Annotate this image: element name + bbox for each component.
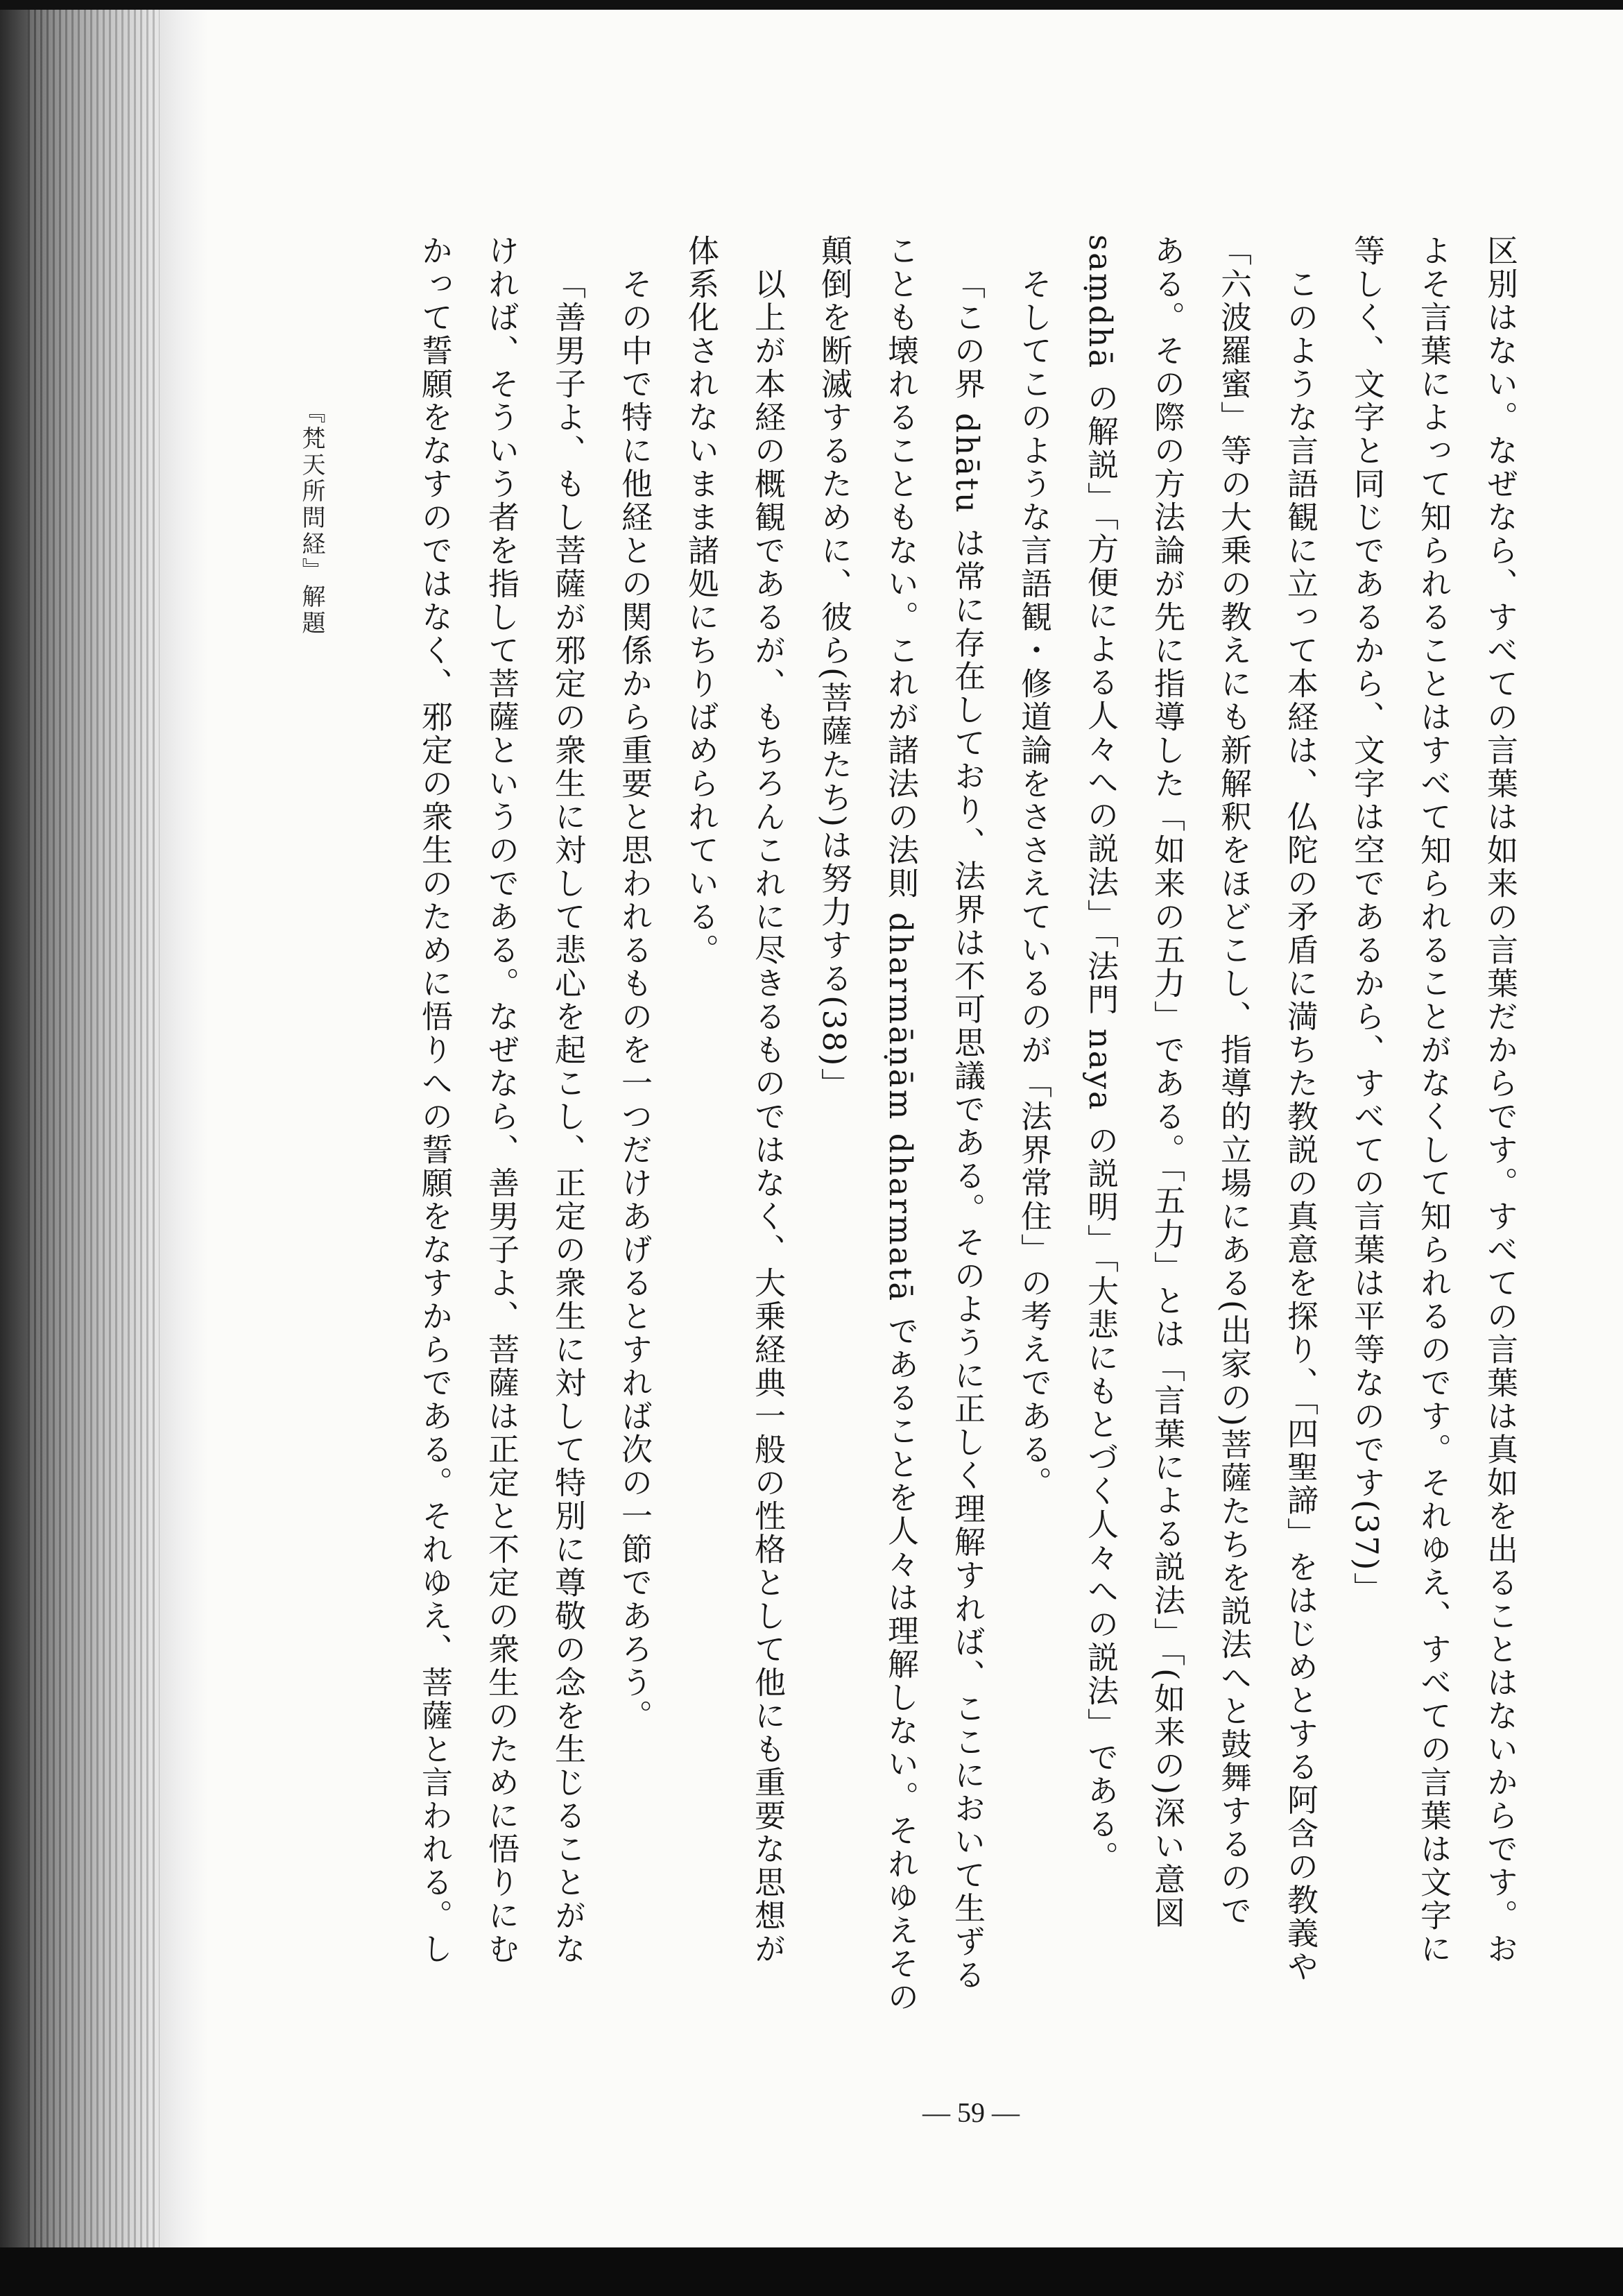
text-line-1: 区別はない。なぜなら、すべての言葉は如来の言葉だからです。すべての言葉は真如を出ることはないからです。お: [1482, 234, 1518, 1966]
text-line-15: 「善男子よ、もし菩薩が邪定の衆生に対して悲心を起こし、正定の衆生に対して特別に尊敬の念を生じることがな: [549, 268, 586, 1966]
body-text: [388, 234, 1533, 2038]
text-line-3: 等しく、文字と同じであるから、文字は空であるから、すべての言葉は平等なのです(37)」: [1348, 234, 1385, 1606]
text-line-17: かって誓願をなすのではなく、邪定の衆生のために悟りへの誓願をなすからである。それゆえ、菩薩と言われる。し: [416, 234, 453, 1966]
running-header: 『梵天所問経』解題: [298, 400, 325, 637]
text-line-6: ある。その際の方法論が先に指導した「如来の五力」である。「五力」とは「言葉による説法」「(如来の)深い意図: [1149, 234, 1185, 1930]
text-line-4: このような言語観に立って本経は、仏陀の矛盾に満ちた教説の真意を探り、「四聖諦」をはじめとする阿含の教義や: [1282, 268, 1319, 1984]
top-scan-edge: [0, 0, 1623, 10]
gutter-texture: [28, 0, 160, 2296]
text-line-7: saṃdhā の解説」「方便による人々への説法」「法門 naya の説明」「大悲にもとづく人々への説法」である。: [1082, 234, 1119, 1874]
text-line-16: ければ、そういう者を指して菩薩というのである。なぜなら、善男子よ、菩薩は正定と不定の衆生のために悟りにむ: [483, 234, 519, 1966]
text-line-2: よそ言葉によって知られることはすべて知られることがなくして知られるのです。それゆえ、すべての言葉は文字に: [1415, 234, 1452, 1966]
text-line-14: その中で特に他経との関係から重要と思われるものを一つだけあげるとすれば次の一節であろう。: [616, 268, 653, 1733]
text-line-13: 体系化されないまま諸処にちりばめられている。: [682, 234, 719, 967]
text-line-9: 「この界 dhātu は常に存在しており、法界は不可思議である。そのように正しく理解すれば、ここにおいて生ずる: [949, 268, 986, 1992]
bottom-scan-edge: [0, 2247, 1623, 2296]
text-line-11: 顛倒を断滅するために、彼ら(菩薩たち)は努力する(38)」: [816, 234, 852, 1102]
page-number: — 59 —: [922, 2097, 1020, 2128]
text-line-8: そしてこのような言語観・修道論をささえているのが「法界常住」の考えである。: [1015, 268, 1052, 1500]
text-line-5: 「六波羅蜜」等の大乗の教えにも新解釈をほどこし、指導的立場にある(出家の)菩薩たちを説法へと鼓舞するので: [1215, 234, 1252, 1928]
text-line-12: 以上が本経の概観であるが、もちろんこれに尽きるものではなく、大乗経典一般の性格として他にも重要な思想が: [749, 268, 786, 1966]
text-line-10: ことも壊れることもない。これが諸法の法則 dharmāṇām dharmatā であることを人々は理解しない。それゆえその: [882, 234, 919, 2014]
